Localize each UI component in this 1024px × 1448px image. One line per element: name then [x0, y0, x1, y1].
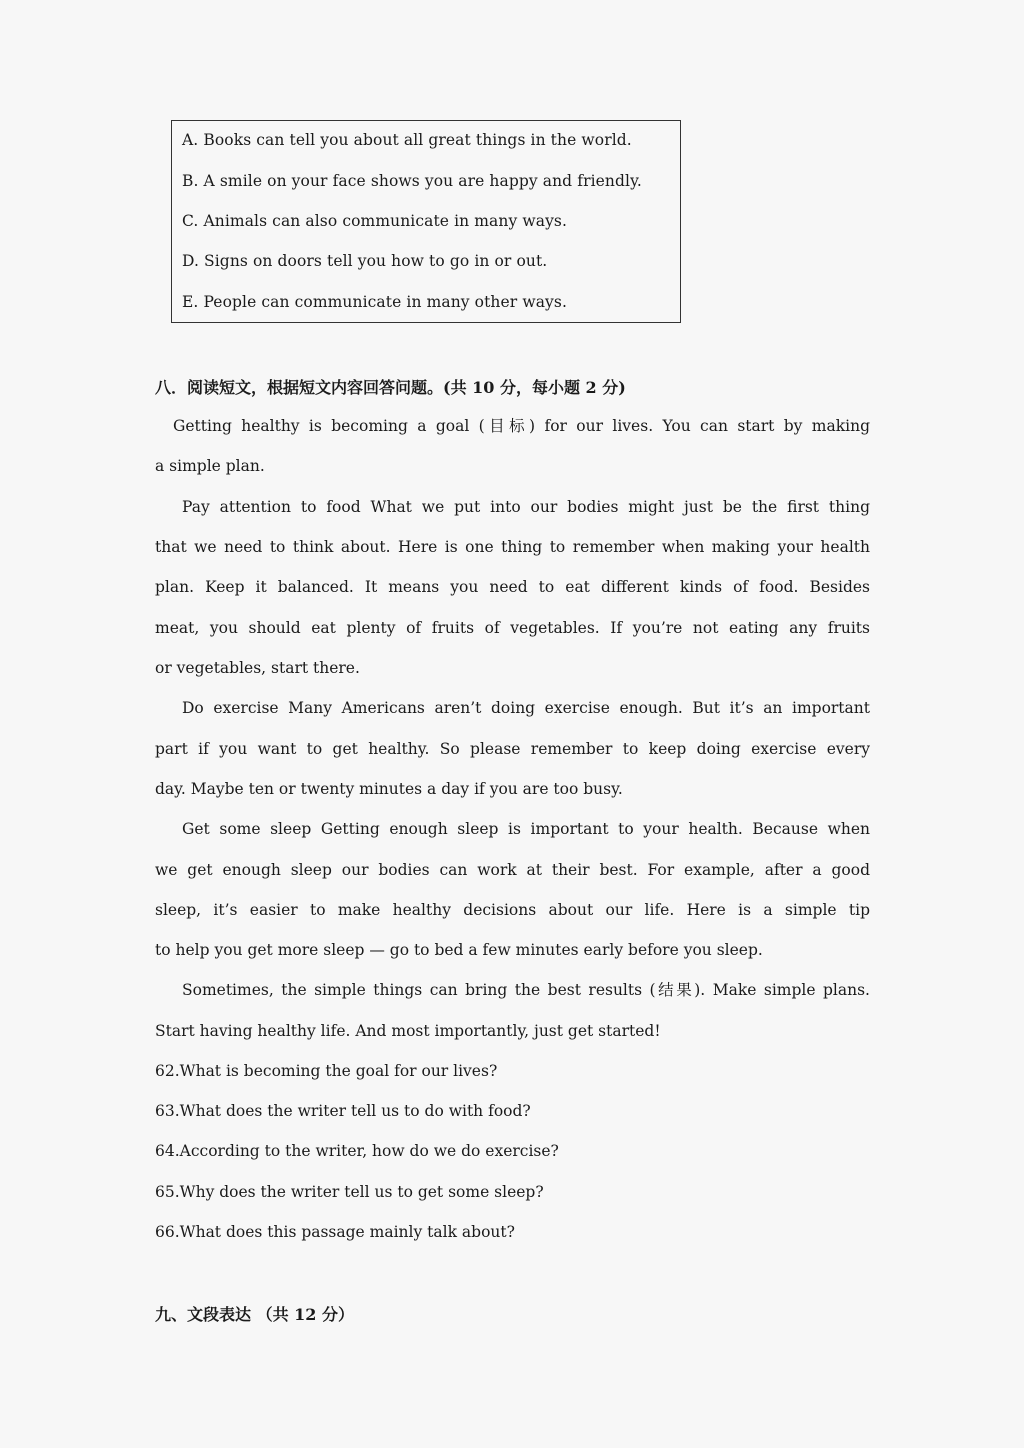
question-65: 65.Why does the writer tell us to get some sleep?	[155, 1183, 544, 1201]
passage-line: sleep, it’s easier to make healthy decisions about our life. Here is a simple tip	[155, 901, 870, 919]
question-66: 66.What does this passage mainly talk about?	[155, 1223, 515, 1241]
question-62: 62.What is becoming the goal for our lives?	[155, 1062, 498, 1080]
passage-line: Sometimes, the simple things can bring the best results (结果). Make simple plans.	[182, 981, 870, 999]
passage-line: part if you want to get healthy. So please remember to keep doing exercise every	[155, 740, 870, 758]
option-e: E. People can communicate in many other ways.	[182, 293, 567, 311]
question-64: 64.According to the writer, how do we do exercise?	[155, 1142, 559, 1160]
option-c: C. Animals can also communicate in many ways.	[182, 212, 568, 230]
passage-line: a simple plan.	[155, 457, 265, 475]
options-box	[171, 120, 681, 323]
option-a: A. Books can tell you about all great things in the world.	[182, 131, 632, 149]
passage-line: Get some sleep Getting enough sleep is important to your health. Because when	[182, 820, 870, 838]
passage-line: meat, you should eat plenty of fruits of vegetables. If you’re not eating any fruits	[155, 619, 870, 637]
passage-line: that we need to think about. Here is one thing to remember when making your health	[155, 538, 870, 556]
passage-line: Start having healthy life. And most importantly, just get started!	[155, 1022, 661, 1040]
passage-line: we get enough sleep our bodies can work at their best. For example, after a good	[155, 861, 870, 879]
passage-line: Getting healthy is becoming a goal (目标) for our lives. You can start by making	[173, 417, 870, 435]
option-b: B. A smile on your face shows you are happy and friendly.	[182, 172, 642, 190]
section-9-title: 九、文段表达 （共 12 分）	[155, 1305, 354, 1324]
question-63: 63.What does the writer tell us to do with food?	[155, 1102, 531, 1120]
passage-line: or vegetables, start there.	[155, 659, 360, 677]
passage-line: to help you get more sleep — go to bed a few minutes early before you sleep.	[155, 941, 763, 959]
section-8-title: 八．阅读短文，根据短文内容回答问题。(共 10 分，每小题 2 分)	[155, 378, 626, 397]
passage-line: plan. Keep it balanced. It means you need to eat different kinds of food. Besides	[155, 578, 870, 596]
passage-line: day. Maybe ten or twenty minutes a day if you are too busy.	[155, 780, 623, 798]
passage-line: Do exercise Many Americans aren’t doing exercise enough. But it’s an important	[182, 699, 870, 717]
passage-line: Pay attention to food What we put into our bodies might just be the first thing	[182, 498, 870, 516]
option-d: D. Signs on doors tell you how to go in or out.	[182, 252, 548, 270]
